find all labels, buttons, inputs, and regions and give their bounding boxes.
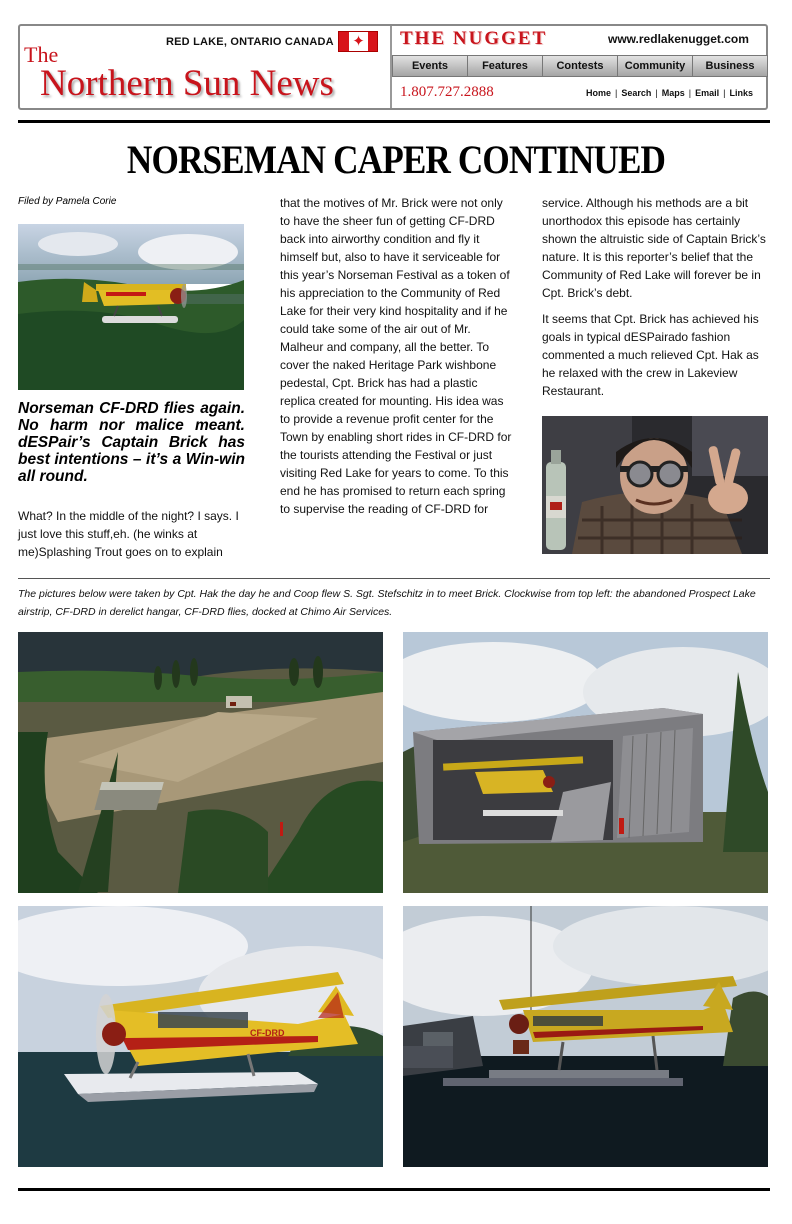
link-maps[interactable]: Maps [661,88,685,98]
tab-contests[interactable]: Contests [543,55,618,77]
tab-business[interactable]: Business [693,55,768,77]
col2-paragraph: that the motives of Mr. Brick were not only to have the sheer fun of getting CF-DRD back into airworthy condition and fly it himself but, also to have it serviceable for this year’s Norseman Festival as a token of his appreciation to the Community of Red Lake for their very kind hospitality and if he could take some of the air out of Mr. Malheur and company, all the better. To cover the naked Heritage Park wishbone pedestal, Cpt. Brick has had a plastic replica created for mounting. His idea was to provide a revenue profit center for the Town by enabling short rides in CF-DRD for the tourists attending the Festival or just visiting Red Lake for years to come. To this end he has promised to return each spring to supervise the reading of CF-DRD for [280,196,512,516]
hangar-photo [403,632,768,893]
location-label: RED LAKE, ONTARIO CANADA [166,36,334,48]
article-column-1 [18,507,250,569]
phone-number: 1.807.727.2888 [400,84,494,100]
nugget-title[interactable]: THE NUGGET [400,28,548,49]
top-divider [18,120,770,123]
section-divider [18,578,770,579]
plane-registration-label: CF-DRD [250,1028,285,1038]
col3-paragraph-1: service. Although his methods are a bit unorthodox this episode has certainly shown the altruistic side of Captain Brick’s nature. It is this reporter’s belief that the Community of Red Lake will forever be in Cpt. Brick’s debt. [542,196,766,300]
nav-tabs [392,55,768,77]
photo-caption: Norseman CF-DRD flies again. No harm nor malice meant. dESPair’s Captain Brick has best intentions – it’s a Win-win all round. [18,400,245,485]
airstrip-photo [18,632,383,893]
captain-portrait-photo [542,416,768,554]
link-email[interactable]: Email [695,88,720,98]
tab-community[interactable]: Community [618,55,693,77]
article-column-2 [280,194,516,526]
docked-photo [403,906,768,1167]
site-links: Home | Search | Maps | Email | Links [586,88,753,98]
bottom-divider [18,1188,770,1191]
plane-flies-photo [18,906,383,1167]
link-links[interactable]: Links [729,88,753,98]
col1-paragraph: What? In the middle of the night? I says. I just love this stuff,eh. (he winks at me)Splashing Trout goes on to explain [18,509,239,559]
article-headline: NORSEMAN CAPER CONTINUED [126,137,666,182]
link-search[interactable]: Search [621,88,652,98]
col3-paragraph-2: It seems that Cpt. Brick has achieved his goals in typical dESPairado fashion commented a much relieved Cpt. Hak as he relaxed with the crew in Lakeview Restaurant. [542,312,759,398]
tab-events[interactable]: Events [392,55,468,77]
logo-the: The [24,42,59,67]
byline: Filed by Pamela Corie [18,196,117,207]
newspaper-logo[interactable] [20,26,392,108]
canada-flag-icon: ✦ [338,31,378,52]
newspaper-name: Northern Sun News [40,63,334,104]
masthead [18,24,768,110]
plane-flying-photo [18,224,244,390]
site-url-link[interactable]: www.redlakenugget.com [608,32,749,46]
photos-caption: The pictures below were taken by Cpt. Hak the day he and Coop flew S. Sgt. Stefschitz in to meet Brick. Clockwise from top left: the abandoned Prospect Lake airstrip, CF-DRD in derelict hangar, CF-DRD flies, docked at Chimo Air Services. [18,588,756,618]
link-home[interactable]: Home [586,88,612,98]
article-column-3 [542,194,772,408]
tab-features[interactable]: Features [468,55,543,77]
